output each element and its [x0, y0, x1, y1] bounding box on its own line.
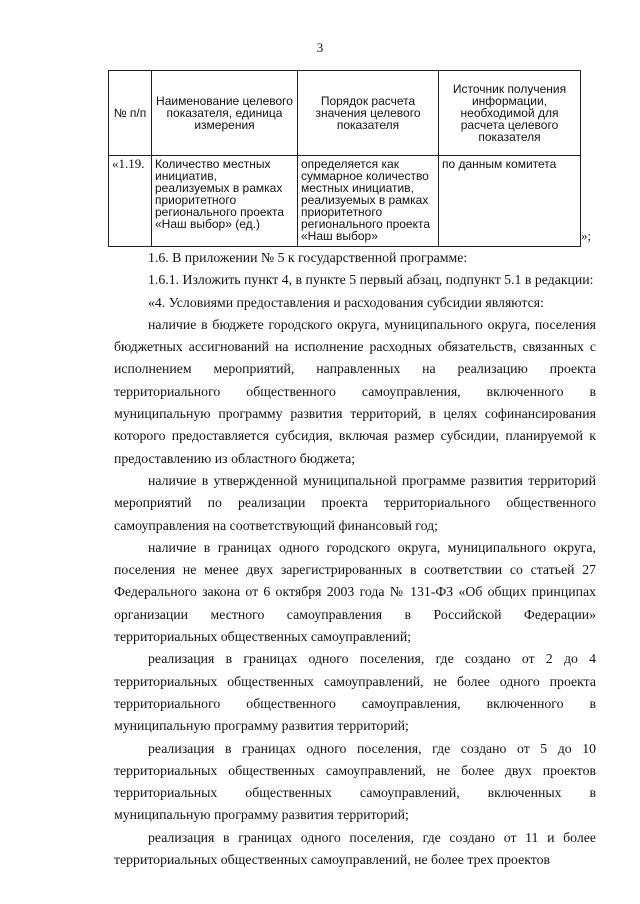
table-closing-quote: »;	[581, 228, 592, 243]
paragraph: реализация в границах одного поселения, где создано от 2 до 4 территориальных общественных самоуправлений, не более одного проекта территориального общественного самоуправления, включенного в муниципальную программу развития территорий;	[114, 651, 596, 734]
page-number: 3	[316, 40, 324, 55]
header-info-source: Источник получения информации, необходимой для расчета целевого показателя	[439, 71, 581, 156]
cell-calculation-order: определяется как суммарное количество местных инициатив, реализуемых в рамках приоритетного регионального проекта «Наш выбор»	[298, 156, 439, 247]
header-number: № п/п	[109, 71, 152, 156]
paragraph: реализация в границах одного поселения, где создано от 5 до 10 территориальных общественных самоуправлений, не более двух проектов территориальных общественных самоуправлений, включенных в муниципальную программу развития территорий;	[114, 740, 596, 823]
cell-indicator-name: Количество местных инициатив, реализуемых в рамках приоритетного регионального проекта «Наш выбор» (ед.)	[152, 156, 298, 247]
paragraph: 1.6.1. Изложить пункт 4, в пункте 5 первый абзац, подпункт 5.1 в редакции:	[148, 272, 594, 288]
table-row	[109, 156, 581, 247]
indicator-table	[108, 70, 581, 247]
body-text	[114, 247, 596, 871]
header-indicator-name: Наименование целевого показателя, единица измерения	[152, 71, 298, 156]
paragraph: наличие в утвержденной муниципальной программе развития территорий мероприятий по реализации проекта территориального общественного самоуправления на соответствующий финансовый год;	[114, 472, 596, 533]
cell-number: «1.19.	[109, 156, 152, 247]
paragraph: «4. Условиями предоставления и расходования субсидии являются:	[148, 294, 544, 310]
header-calculation-order: Порядок расчета значения целевого показателя	[298, 71, 439, 156]
paragraph: наличие в бюджете городского округа, муниципального округа, поселения бюджетных ассигнований на исполнение расходных обязательств, связанных с исполнением мероприятий, направленных на реализацию проекта территориального общественного самоуправления, включенного в муниципальную программу развития территорий, в целях софинансирования которого предоставляется субсидия, включая размер субсидии, планируемой к предоставлению из областного бюджета;	[114, 316, 596, 466]
paragraph: реализация в границах одного поселения, где создано от 11 и более территориальных общественных самоуправлений, не более трех проектов	[114, 829, 596, 868]
table-header-row	[109, 71, 581, 156]
paragraph: наличие в границах одного городского округа, муниципального округа, поселения не менее двух зарегистрированных в соответствии со статьей 27 Федерального закона от 6 октября 2003 года № 131-ФЗ «Об общих принципах организации местного самоуправления в Российской Федерации» территориальных общественных самоуправлений;	[114, 539, 596, 645]
paragraph: 1.6. В приложении № 5 к государственной программе:	[148, 250, 468, 265]
cell-info-source: по данным комитета	[439, 156, 581, 247]
